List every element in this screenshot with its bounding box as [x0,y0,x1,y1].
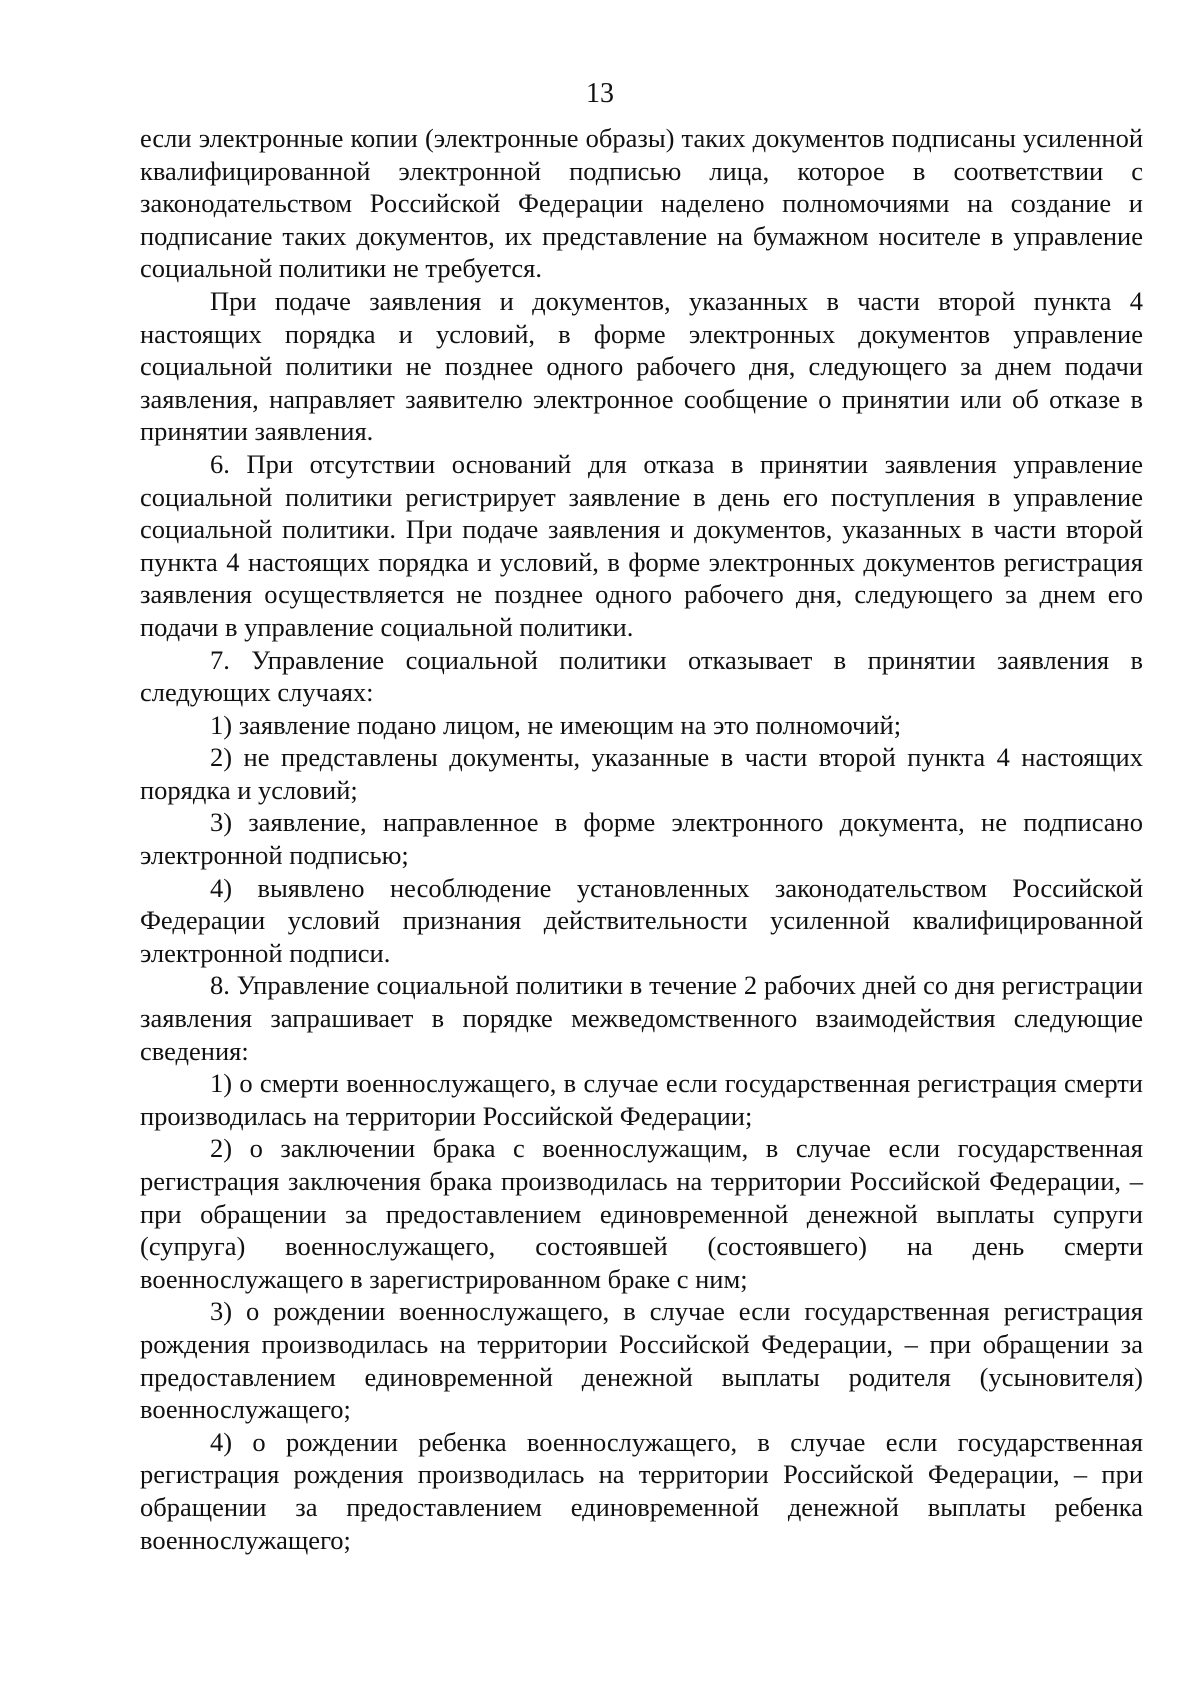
paragraph-electronic-submission: При подаче заявления и документов, указанных в части второй пункта 4 настоящих порядка и условий, в форме электронных документов управление социальной политики не позднее одного рабочего дня, следующего за днем подачи заявления, направляет заявителю электронное сообщение о принятии или об отказе в принятии заявления. [140,285,1143,447]
list-item-8-1: 1) о смерти военнослужащего, в случае если государственная регистрация смерти производилась на территории Российской Федерации; [140,1068,1143,1131]
list-item-8-3: 3) о рождении военнослужащего, в случае если государственная регистрация рождения производилась на территории Российской Федерации, – при обращении за предоставлением единовременной денежной выплаты родителя (усыновителя) военнослужащего; [140,1296,1143,1425]
list-item-7-3: 3) заявление, направленное в форме электронного документа, не подписано электронной подписью; [140,807,1143,871]
page-number: 13 [586,78,614,109]
paragraph-item-7: 7. Управление социальной политики отказывает в принятии заявления в следующих случаях: [140,644,1143,708]
document-body [140,122,1143,1556]
paragraph-item-8: 8. Управление социальной политики в течение 2 рабочих дней со дня регистрации заявления запрашивает в порядке межведомственного взаимодействия следующие сведения: [140,970,1143,1066]
list-item-7-1: 1) заявление подано лицом, не имеющим на это полномочий; [210,709,902,740]
list-item-8-4: 4) о рождении ребенка военнослужащего, в случае если государственная регистрация рождения производилась на территории Российской Федерации, – при обращении за предоставлением единовременной денежной выплаты ребенка военнослужащего; [140,1426,1143,1555]
list-item-7-2: 2) не представлены документы, указанные в части второй пункта 4 настоящих порядка и условий; [140,742,1143,805]
list-item-8-2: 2) о заключении брака с военнослужащим, в случае если государственная регистрация заключения брака производилась на территории Российской Федерации, – при обращении за предоставлением единовременной денежной выплаты супруги (супруга) военнослужащего, состоявшей (состоявшего) на день смерти военнослужащего в зарегистрированном браке с ним; [140,1133,1143,1294]
paragraph-item-6: 6. При отсутствии оснований для отказа в принятии заявления управление социальной политики регистрирует заявление в день его поступления в управление социальной политики. При подаче заявления и документов, указанных в части второй пункта 4 настоящих порядка и условий, в форме электронных документов регистрация заявления осуществляется не позднее одного рабочего дня, следующего за днем его подачи в управление социальной политики. [140,448,1143,642]
paragraph-continuation: если электронные копии (электронные образы) таких документов подписаны усиленной квалифицированной электронной подписью лица, которое в соответствии с законодательством Российской Федерации наделено полномочиями на создание и подписание таких документов, их представление на бумажном носителе в управление социальной политики не требуется. [140,123,1143,284]
list-item-7-4: 4) выявлено несоблюдение установленных законодательством Российской Федерации условий признания действительности усиленной квалифицированной электронной подписи. [140,872,1143,968]
